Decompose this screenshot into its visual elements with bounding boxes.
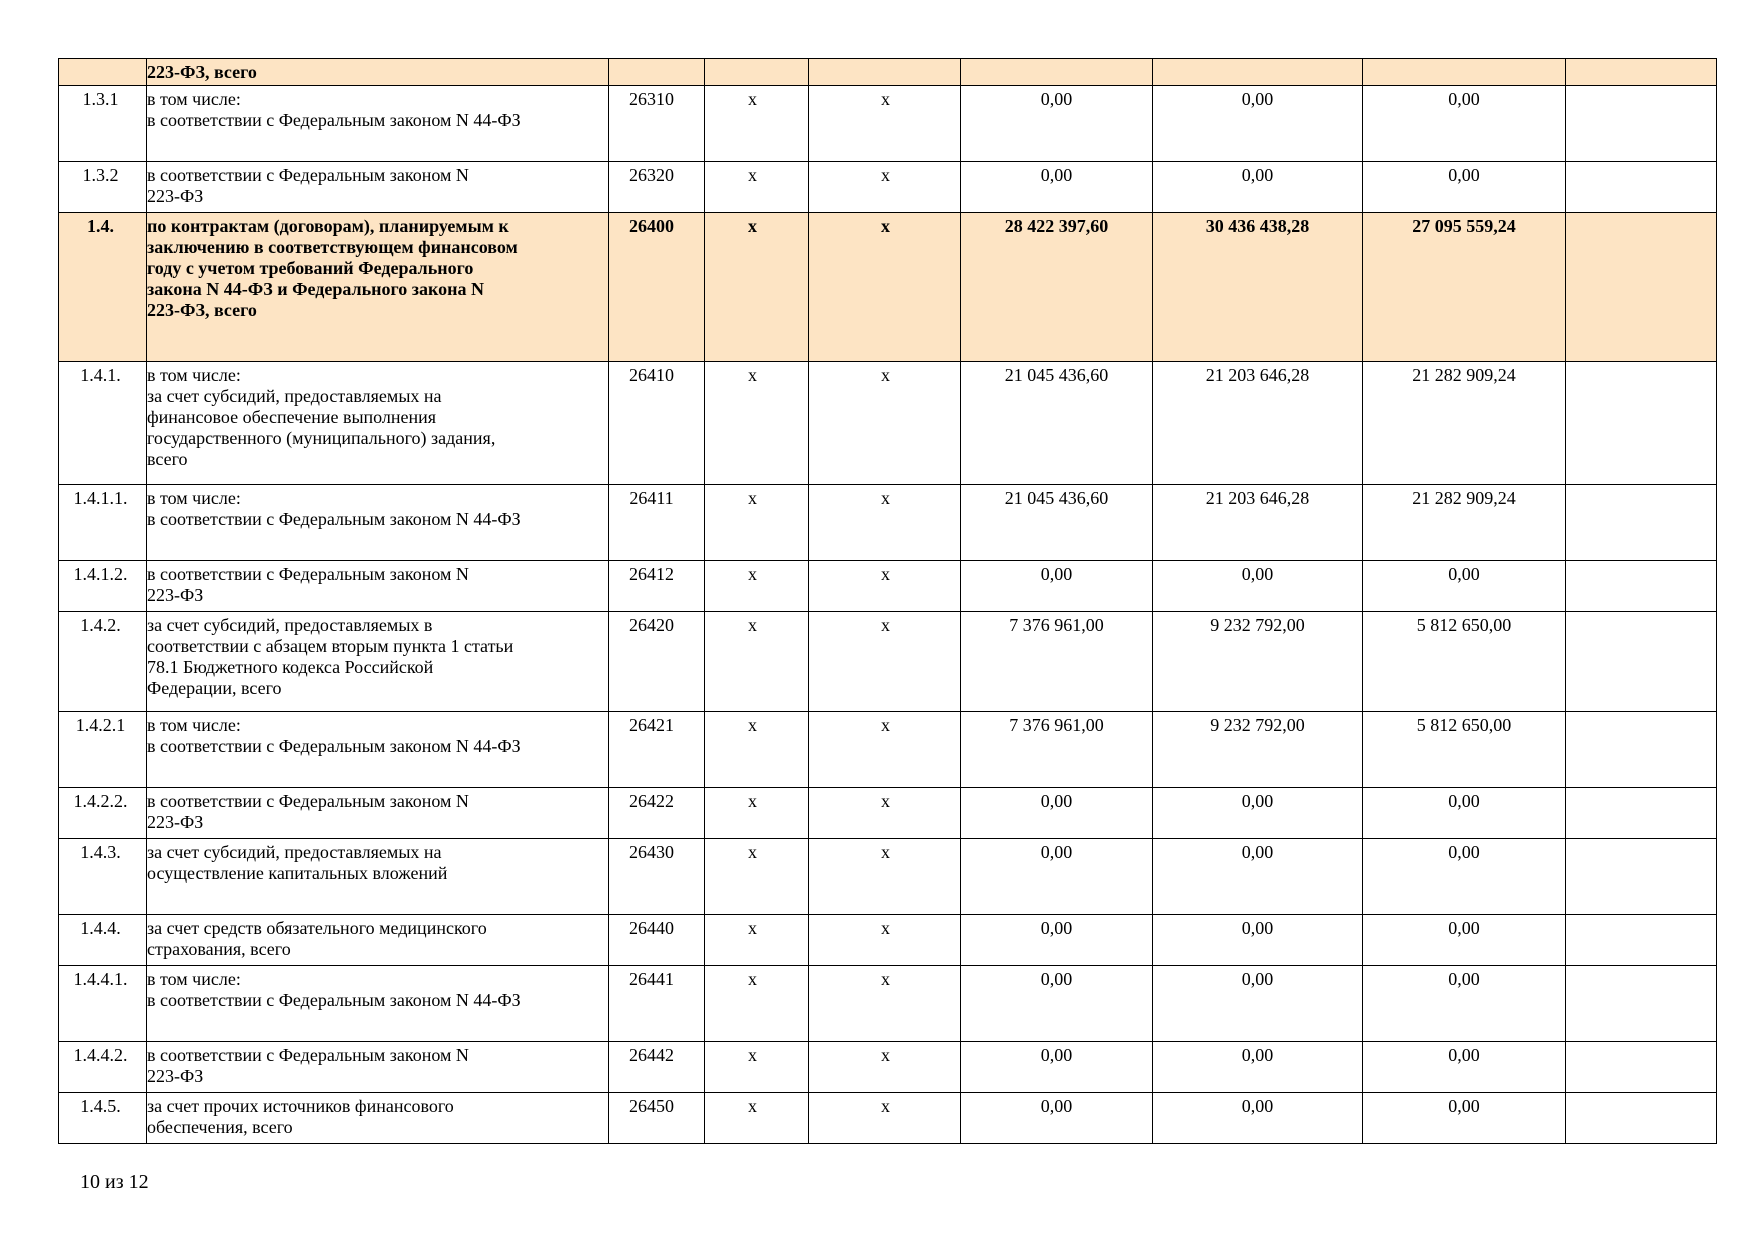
row-description-cell — [147, 966, 609, 1042]
row-code-cell: 26320 — [609, 162, 705, 213]
row-number-cell: 1.4.1.2. — [59, 561, 147, 612]
x-marker-cell: х — [809, 213, 961, 362]
extra-cell — [1566, 1093, 1717, 1144]
value-cell-year-2: 30 436 438,28 — [1153, 213, 1363, 362]
description-line: обеспечения, всего — [147, 1117, 293, 1137]
value-cell-year-3: 0,00 — [1363, 1042, 1566, 1093]
value-cell-year-1: 7 376 961,00 — [961, 612, 1153, 712]
value-cell-year-1: 0,00 — [961, 915, 1153, 966]
description-line: 78.1 Бюджетного кодекса Российской — [147, 657, 434, 677]
table-row — [59, 712, 1717, 788]
description-line: в том числе: — [147, 89, 241, 109]
x-marker-cell: х — [809, 966, 961, 1042]
row-number-cell: 1.4.2. — [59, 612, 147, 712]
extra-cell — [1566, 788, 1717, 839]
x-marker-cell: х — [705, 485, 809, 561]
value-cell-year-2: 0,00 — [1153, 915, 1363, 966]
row-number-cell: 1.4.5. — [59, 1093, 147, 1144]
description-line: за счет прочих источников финансового — [147, 1096, 454, 1116]
row-code-cell: 26400 — [609, 213, 705, 362]
value-cell-year-3: 5 812 650,00 — [1363, 712, 1566, 788]
value-cell-year-3: 0,00 — [1363, 1093, 1566, 1144]
value-cell-year-1: 0,00 — [961, 788, 1153, 839]
row-description-cell — [147, 485, 609, 561]
row-description-cell — [147, 362, 609, 485]
row-code-cell: 26411 — [609, 485, 705, 561]
description-line: за счет субсидий, предоставляемых в — [147, 615, 433, 635]
value-cell-year-3: 0,00 — [1363, 788, 1566, 839]
value-cell-year-1: 0,00 — [961, 1042, 1153, 1093]
x-marker-cell: х — [705, 1042, 809, 1093]
value-cell-year-3: 0,00 — [1363, 915, 1566, 966]
row-code-cell: 26421 — [609, 712, 705, 788]
row-description-cell — [147, 162, 609, 213]
description-line: 223-ФЗ — [147, 1066, 204, 1086]
value-cell-year-3: 0,00 — [1363, 86, 1566, 162]
row-code-cell: 26440 — [609, 915, 705, 966]
description-line: закона N 44-ФЗ и Федерального закона N — [147, 279, 484, 299]
x-marker-cell: х — [809, 915, 961, 966]
value-cell-year-2: 0,00 — [1153, 966, 1363, 1042]
table-row — [59, 966, 1717, 1042]
table-row — [59, 915, 1717, 966]
row-number-cell: 1.4.3. — [59, 839, 147, 915]
description-line: всего — [147, 449, 188, 469]
x-marker-cell: х — [705, 162, 809, 213]
x-marker-cell — [809, 59, 961, 86]
description-line: в соответствии с Федеральным законом N 44-ФЗ — [147, 509, 521, 529]
value-cell-year-2: 0,00 — [1153, 839, 1363, 915]
extra-cell — [1566, 561, 1717, 612]
value-cell-year-2: 0,00 — [1153, 162, 1363, 213]
x-marker-cell: х — [809, 712, 961, 788]
row-code-cell: 26412 — [609, 561, 705, 612]
row-number-cell: 1.4.4.1. — [59, 966, 147, 1042]
value-cell-year-2: 0,00 — [1153, 86, 1363, 162]
description-line: Федерации, всего — [147, 678, 282, 698]
row-description-cell — [147, 86, 609, 162]
description-line: в соответствии с Федеральным законом N — [147, 1045, 469, 1065]
description-line: в том числе: — [147, 715, 241, 735]
value-cell-year-1: 28 422 397,60 — [961, 213, 1153, 362]
description-line: за счет средств обязательного медицинского — [147, 918, 487, 938]
value-cell-year-3: 27 095 559,24 — [1363, 213, 1566, 362]
row-description-cell — [147, 1093, 609, 1144]
x-marker-cell: х — [809, 362, 961, 485]
table-row — [59, 362, 1717, 485]
value-cell-year-1: 0,00 — [961, 86, 1153, 162]
value-cell-year-1: 0,00 — [961, 966, 1153, 1042]
value-cell-year-3: 5 812 650,00 — [1363, 612, 1566, 712]
x-marker-cell: х — [809, 1093, 961, 1144]
value-cell-year-2: 0,00 — [1153, 1042, 1363, 1093]
extra-cell — [1566, 1042, 1717, 1093]
x-marker-cell: х — [705, 213, 809, 362]
x-marker-cell: х — [705, 966, 809, 1042]
page-number: 10 из 12 — [80, 1171, 149, 1193]
description-line: в соответствии с Федеральным законом N 44-ФЗ — [147, 990, 521, 1010]
row-description-cell — [147, 839, 609, 915]
description-line: государственного (муниципального) задания, — [147, 428, 496, 448]
row-description-cell — [147, 561, 609, 612]
row-code-cell: 26441 — [609, 966, 705, 1042]
row-description-cell — [147, 712, 609, 788]
table-row — [59, 213, 1717, 362]
x-marker-cell: х — [705, 561, 809, 612]
x-marker-cell: х — [809, 839, 961, 915]
table-row — [59, 1093, 1717, 1144]
financial-plan-table — [58, 58, 1717, 1144]
table-row — [59, 86, 1717, 162]
row-code-cell: 26422 — [609, 788, 705, 839]
value-cell-year-3: 0,00 — [1363, 162, 1566, 213]
value-cell-year-3: 21 282 909,24 — [1363, 485, 1566, 561]
value-cell-year-2: 0,00 — [1153, 1093, 1363, 1144]
row-number-cell: 1.4.2.2. — [59, 788, 147, 839]
x-marker-cell: х — [705, 839, 809, 915]
description-line: в том числе: — [147, 365, 241, 385]
extra-cell — [1566, 86, 1717, 162]
x-marker-cell: х — [705, 86, 809, 162]
value-cell-year-1: 21 045 436,60 — [961, 485, 1153, 561]
value-cell-year-2: 9 232 792,00 — [1153, 612, 1363, 712]
row-number-cell: 1.3.1 — [59, 86, 147, 162]
value-cell-year-1: 0,00 — [961, 839, 1153, 915]
x-marker-cell: х — [809, 1042, 961, 1093]
row-code-cell: 26442 — [609, 1042, 705, 1093]
x-marker-cell: х — [809, 485, 961, 561]
row-number-cell — [59, 59, 147, 86]
value-cell-year-2: 21 203 646,28 — [1153, 485, 1363, 561]
description-line: в том числе: — [147, 488, 241, 508]
description-line: страхования, всего — [147, 939, 291, 959]
table-row — [59, 1042, 1717, 1093]
table-row — [59, 788, 1717, 839]
value-cell-year-1: 0,00 — [961, 561, 1153, 612]
row-code-cell: 26430 — [609, 839, 705, 915]
x-marker-cell: х — [809, 788, 961, 839]
description-line: в соответствии с Федеральным законом N 44-ФЗ — [147, 736, 521, 756]
row-number-cell: 1.4.1.1. — [59, 485, 147, 561]
x-marker-cell — [705, 59, 809, 86]
row-description-cell — [147, 1042, 609, 1093]
value-cell-year-3: 0,00 — [1363, 966, 1566, 1042]
row-description-cell — [147, 788, 609, 839]
description-line: в соответствии с Федеральным законом N 44-ФЗ — [147, 110, 521, 130]
x-marker-cell: х — [705, 1093, 809, 1144]
row-description-cell — [147, 59, 609, 86]
extra-cell — [1566, 966, 1717, 1042]
description-line: финансовое обеспечение выполнения — [147, 407, 437, 427]
table-row — [59, 561, 1717, 612]
x-marker-cell: х — [705, 915, 809, 966]
description-line: в том числе: — [147, 969, 241, 989]
table-row — [59, 485, 1717, 561]
description-line: году с учетом требований Федерального — [147, 258, 474, 278]
row-number-cell: 1.4.4. — [59, 915, 147, 966]
row-number-cell: 1.4. — [59, 213, 147, 362]
x-marker-cell: х — [809, 612, 961, 712]
description-line: 223-ФЗ, всего — [147, 300, 257, 320]
extra-cell — [1566, 485, 1717, 561]
extra-cell — [1566, 712, 1717, 788]
value-cell-year-1 — [961, 59, 1153, 86]
row-code-cell: 26450 — [609, 1093, 705, 1144]
value-cell-year-2 — [1153, 59, 1363, 86]
value-cell-year-1: 21 045 436,60 — [961, 362, 1153, 485]
x-marker-cell: х — [705, 612, 809, 712]
description-line: 223-ФЗ — [147, 812, 204, 832]
extra-cell — [1566, 162, 1717, 213]
extra-cell — [1566, 213, 1717, 362]
table-row — [59, 612, 1717, 712]
description-line: в соответствии с Федеральным законом N — [147, 791, 469, 811]
description-line: осуществление капитальных вложений — [147, 863, 448, 883]
row-description-cell — [147, 213, 609, 362]
value-cell-year-1: 0,00 — [961, 162, 1153, 213]
x-marker-cell: х — [809, 162, 961, 213]
extra-cell — [1566, 915, 1717, 966]
row-code-cell: 26410 — [609, 362, 705, 485]
x-marker-cell: х — [705, 712, 809, 788]
description-line: в соответствии с Федеральным законом N — [147, 165, 469, 185]
value-cell-year-2: 0,00 — [1153, 788, 1363, 839]
row-number-cell: 1.4.2.1 — [59, 712, 147, 788]
x-marker-cell: х — [809, 561, 961, 612]
description-line: 223-ФЗ, всего — [147, 62, 257, 82]
value-cell-year-3 — [1363, 59, 1566, 86]
table-row — [59, 162, 1717, 213]
value-cell-year-1: 7 376 961,00 — [961, 712, 1153, 788]
extra-cell — [1566, 839, 1717, 915]
row-number-cell: 1.3.2 — [59, 162, 147, 213]
description-line: заключению в соответствующем финансовом — [147, 237, 518, 257]
description-line: 223-ФЗ — [147, 186, 204, 206]
value-cell-year-2: 0,00 — [1153, 561, 1363, 612]
description-line: за счет субсидий, предоставляемых на — [147, 842, 442, 862]
x-marker-cell: х — [809, 86, 961, 162]
description-line: 223-ФЗ — [147, 585, 204, 605]
table-body — [59, 59, 1717, 1144]
row-number-cell: 1.4.4.2. — [59, 1042, 147, 1093]
description-line: по контрактам (договорам), планируемым к — [147, 216, 509, 236]
value-cell-year-2: 21 203 646,28 — [1153, 362, 1363, 485]
row-number-cell: 1.4.1. — [59, 362, 147, 485]
row-code-cell — [609, 59, 705, 86]
description-line: соответствии с абзацем вторым пункта 1 статьи — [147, 636, 514, 656]
value-cell-year-3: 0,00 — [1363, 839, 1566, 915]
value-cell-year-3: 21 282 909,24 — [1363, 362, 1566, 485]
x-marker-cell: х — [705, 788, 809, 839]
x-marker-cell: х — [705, 362, 809, 485]
value-cell-year-2: 9 232 792,00 — [1153, 712, 1363, 788]
row-description-cell — [147, 915, 609, 966]
extra-cell — [1566, 612, 1717, 712]
description-line: в соответствии с Федеральным законом N — [147, 564, 469, 584]
extra-cell — [1566, 59, 1717, 86]
value-cell-year-3: 0,00 — [1363, 561, 1566, 612]
description-line: за счет субсидий, предоставляемых на — [147, 386, 442, 406]
row-code-cell: 26420 — [609, 612, 705, 712]
table-row — [59, 59, 1717, 86]
value-cell-year-1: 0,00 — [961, 1093, 1153, 1144]
row-description-cell — [147, 612, 609, 712]
row-code-cell: 26310 — [609, 86, 705, 162]
extra-cell — [1566, 362, 1717, 485]
table-row — [59, 839, 1717, 915]
